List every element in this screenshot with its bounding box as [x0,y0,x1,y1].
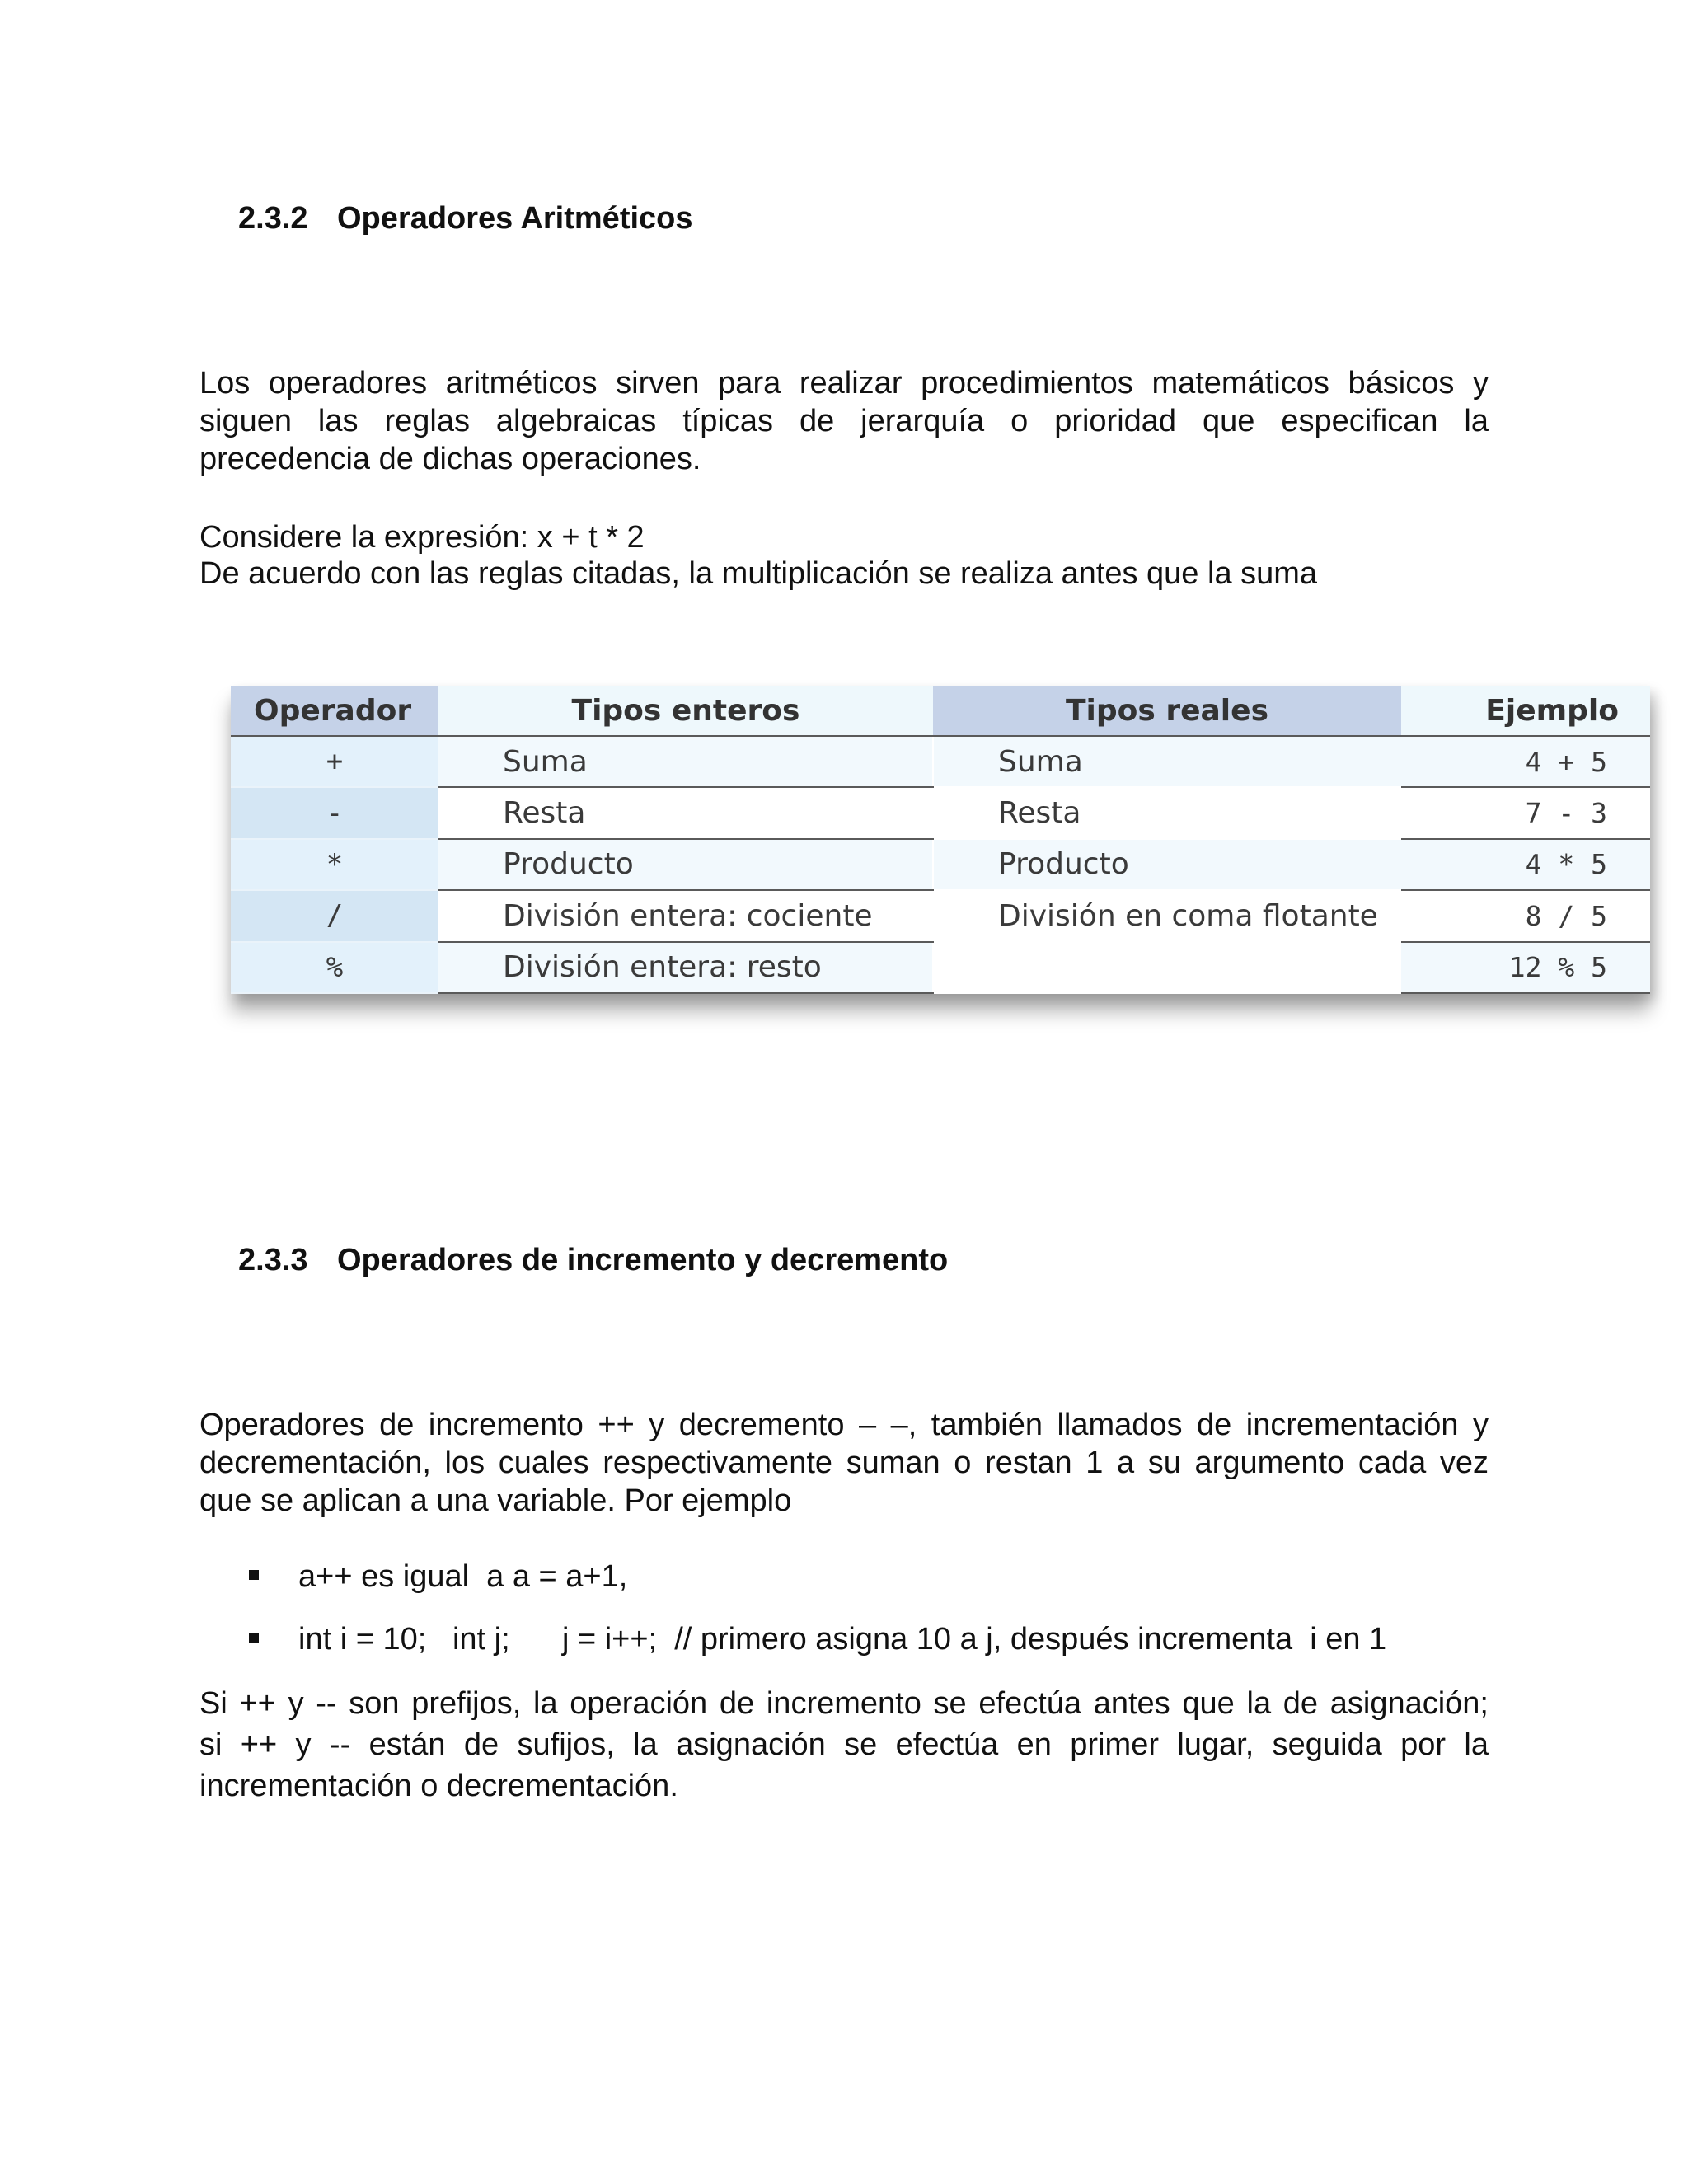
bullet-text: int i = 10; int j; j = i++; // primero asigna 10 a j, después incrementa i en 1 [298,1622,1387,1657]
paragraph-line: siguen las reglas algebraicas típicas de jerarquía o prioridad que especifican la [199,404,1489,438]
enteros-cell: División entera: resto [438,942,933,993]
section-title: Operadores Aritméticos [337,201,693,236]
section-number: 2.3.3 [238,1243,308,1277]
ejemplo-cell: 8 / 5 [1401,890,1650,941]
ejemplo-cell: 4 * 5 [1401,839,1650,890]
table-row [231,942,1650,993]
header-operador: Operador [231,686,438,736]
section-heading-2-3-3 [238,1241,948,1279]
operator-cell: % [231,942,438,993]
square-bullet-icon [249,1570,259,1580]
reales-cell [933,942,1401,993]
header-tipos-enteros: Tipos enteros [438,686,933,736]
rule-line: De acuerdo con las reglas citadas, la multiplicación se realiza antes que la suma [199,556,1318,591]
reales-cell: Resta [933,787,1401,838]
enteros-cell: Producto [438,839,933,890]
paragraph-line: incrementación o decrementación. [199,1769,678,1803]
operator-cell: / [231,890,438,941]
section-heading-2-3-2 [238,199,693,237]
paragraph-line: que se aplican a una variable. Por ejemplo [199,1483,792,1518]
increment-paragraph [199,1406,1489,1520]
bullet-text: a++ es igual a a = a+1, [298,1559,628,1594]
header-tipos-reales: Tipos reales [933,686,1401,736]
intro-paragraph [199,364,1489,478]
operators-table-figure [231,686,1650,994]
ejemplo-cell: 7 - 3 [1401,787,1650,838]
table-row [231,839,1650,890]
paragraph-line: precedencia de dichas operaciones. [199,442,701,476]
operators-table [231,686,1650,994]
table-header-row [231,686,1650,736]
operator-cell: + [231,736,438,787]
reales-cell: División en coma flotante [933,890,1401,941]
table-row [231,787,1650,838]
paragraph-line: Si ++ y -- son prefijos, la operación de incremento se efectúa antes que la de asignación; [199,1686,1489,1721]
reales-cell: Producto [933,839,1401,890]
paragraph-line: Operadores de incremento ++ y decremento – –, también llamados de incrementación y [199,1408,1489,1442]
ejemplo-cell: 4 + 5 [1401,736,1650,787]
square-bullet-icon [249,1633,259,1643]
reales-cell: Suma [933,736,1401,787]
table-row [231,736,1650,787]
paragraph-line: decrementación, los cuales respectivamente suman o restan 1 a su argumento cada vez [199,1446,1489,1480]
closing-paragraph [199,1683,1489,1807]
header-ejemplo: Ejemplo [1401,686,1650,736]
ejemplo-cell: 12 % 5 [1401,942,1650,993]
operator-cell: - [231,787,438,838]
section-number: 2.3.2 [238,201,308,236]
expression-line: Considere la expresión: x + t * 2 [199,520,645,555]
paragraph-line: Los operadores aritméticos sirven para realizar procedimientos matemáticos básicos y [199,366,1489,401]
enteros-cell: División entera: cociente [438,890,933,941]
operator-cell: * [231,839,438,890]
section-title: Operadores de incremento y decremento [337,1243,949,1277]
enteros-cell: Resta [438,787,933,838]
table-row [231,890,1650,941]
enteros-cell: Suma [438,736,933,787]
paragraph-line: si ++ y -- están de sufijos, la asignación se efectúa en primer lugar, seguida por la [199,1727,1489,1762]
